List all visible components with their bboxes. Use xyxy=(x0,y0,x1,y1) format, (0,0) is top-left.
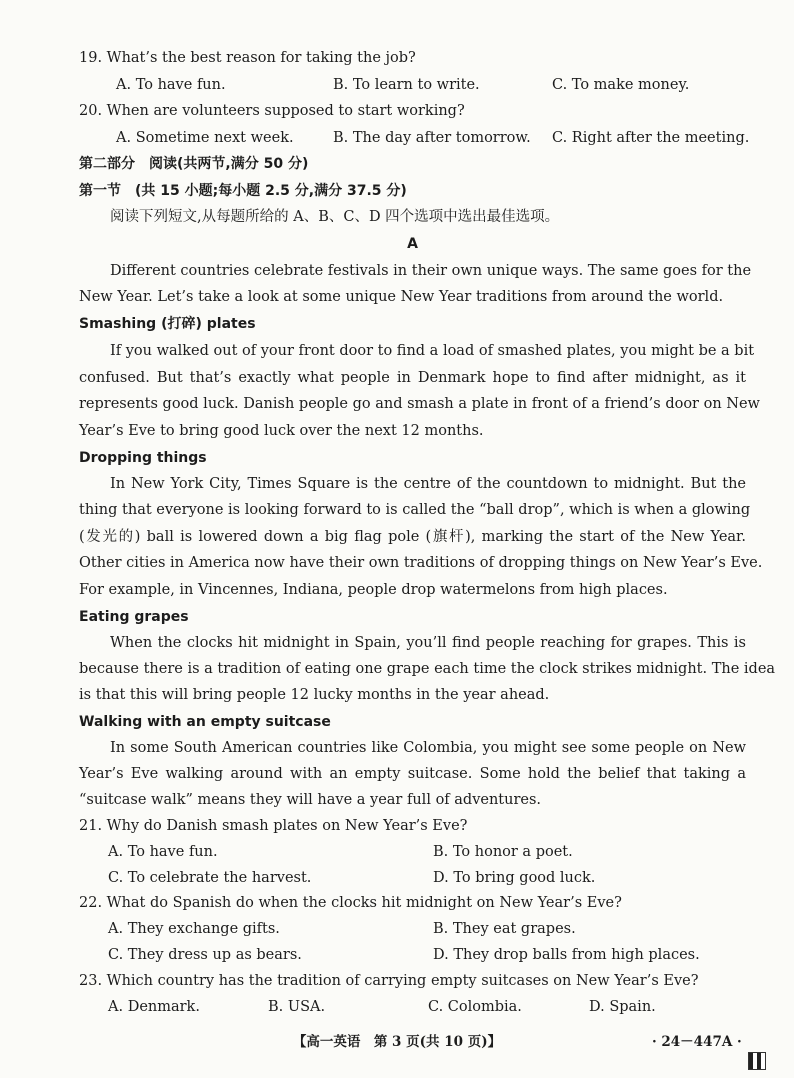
q23-option-d[interactable]: D. Spain. xyxy=(589,999,656,1015)
q22-option-b[interactable]: B. They eat grapes. xyxy=(433,921,576,937)
paragraph-line: In New York City, Times Square is the centre of the countdown to midnight. But the xyxy=(110,476,746,492)
q21-option-a[interactable]: A. To have fun. xyxy=(108,844,218,860)
paragraph-line: because there is a tradition of eating one grape each time the clock strikes midnight. The idea xyxy=(79,661,776,677)
intro-line-1: Different countries celebrate festivals in their own unique ways. The same goes for the xyxy=(110,263,752,279)
paragraph-line: For example, in Vincennes, Indiana, people drop watermelons from high places. xyxy=(79,582,668,598)
question-19-stem: 19. What’s the best reason for taking the job? xyxy=(79,50,416,66)
q20-option-a[interactable]: A. Sometime next week. xyxy=(116,130,294,146)
paragraph-line: If you walked out of your front door to find a load of smashed plates, you might be a bit xyxy=(110,343,755,359)
section-heading-empty-suitcase: Walking with an empty suitcase xyxy=(79,714,331,730)
q19-option-b[interactable]: B. To learn to write. xyxy=(333,77,480,93)
q20-option-c[interactable]: C. Right after the meeting. xyxy=(552,130,750,146)
paragraph-line: Year’s Eve walking around with an empty suitcase. Some hold the belief that taking a xyxy=(79,766,746,782)
paragraph-line: (发光的) ball is lowered down a big flag pole (旗杆), marking the start of the New Year. xyxy=(79,529,746,545)
q22-option-c[interactable]: C. They dress up as bears. xyxy=(108,947,302,963)
exam-code: · 24－447A · xyxy=(652,1034,742,1050)
paragraph-line: Year’s Eve to bring good luck over the next 12 months. xyxy=(79,423,484,439)
q23-option-a[interactable]: A. Denmark. xyxy=(108,999,200,1015)
question-21-stem: 21. Why do Danish smash plates on New Year’s Eve? xyxy=(79,818,468,834)
q23-option-b[interactable]: B. USA. xyxy=(268,999,326,1015)
q20-option-b[interactable]: B. The day after tomorrow. xyxy=(333,130,531,146)
part2-heading: 第二部分 阅读(共两节,满分 50 分) xyxy=(79,156,309,172)
instruction: 阅读下列短文,从每题所给的 A、B、C、D 四个选项中选出最佳选项。 xyxy=(110,209,560,225)
q23-option-c[interactable]: C. Colombia. xyxy=(428,999,522,1015)
passage-label: A xyxy=(407,236,418,252)
question-22-stem: 22. What do Spanish do when the clocks hit midnight on New Year’s Eve? xyxy=(79,895,622,911)
paragraph-line: represents good luck. Danish people go and smash a plate in front of a friend’s door on New xyxy=(79,396,760,412)
section-heading-smashing-plates: Smashing (打碎) plates xyxy=(79,316,256,332)
paragraph-line: When the clocks hit midnight in Spain, you’ll find people reaching for grapes. This is xyxy=(110,635,746,651)
q21-option-d[interactable]: D. To bring good luck. xyxy=(433,870,596,886)
paragraph-line: thing that everyone is looking forward to is called the “ball drop”, which is when a glowing xyxy=(79,502,751,518)
paragraph-line: is that this will bring people 12 lucky months in the year ahead. xyxy=(79,687,550,703)
section1-heading: 第一节 (共 15 小题;每小题 2.5 分,满分 37.5 分) xyxy=(79,183,407,199)
q19-option-c[interactable]: C. To make money. xyxy=(552,77,690,93)
page-footer: 【高一英语 第 3 页(共 10 页)】 xyxy=(292,1034,502,1050)
paragraph-line: Other cities in America now have their own traditions of dropping things on New Year’s Eve. xyxy=(79,555,763,571)
q22-option-d[interactable]: D. They drop balls from high places. xyxy=(433,947,700,963)
q21-option-c[interactable]: C. To celebrate the harvest. xyxy=(108,870,312,886)
paragraph-line: confused. But that’s exactly what people in Denmark hope to find after midnight, as it xyxy=(79,370,746,386)
q19-option-a[interactable]: A. To have fun. xyxy=(116,77,226,93)
paragraph-line: In some South American countries like Colombia, you might see some people on New xyxy=(110,740,746,756)
section-heading-eating-grapes: Eating grapes xyxy=(79,609,189,625)
question-20-stem: 20. When are volunteers supposed to start working? xyxy=(79,103,465,119)
section-heading-dropping-things: Dropping things xyxy=(79,450,207,466)
qr-code-icon xyxy=(748,1052,766,1070)
q21-option-b[interactable]: B. To honor a poet. xyxy=(433,844,573,860)
question-23-stem: 23. Which country has the tradition of carrying empty suitcases on New Year’s Eve? xyxy=(79,973,699,989)
q22-option-a[interactable]: A. They exchange gifts. xyxy=(108,921,280,937)
intro-line-2: New Year. Let’s take a look at some unique New Year traditions from around the world. xyxy=(79,289,724,305)
paragraph-line: “suitcase walk” means they will have a year full of adventures. xyxy=(79,792,542,808)
